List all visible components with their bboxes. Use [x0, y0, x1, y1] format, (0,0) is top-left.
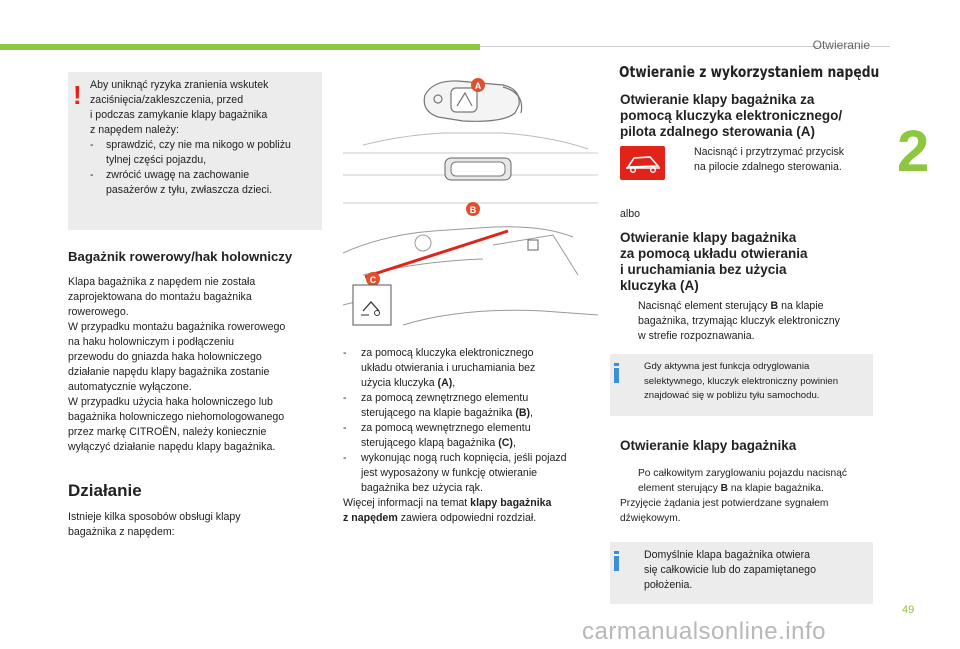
chapter-number: 2: [897, 119, 930, 184]
tailgate-opening-heading: Otwieranie klapy bagażnika: [620, 438, 797, 453]
more-info-text: Więcej informacji na temat klapy bagażnika z napędem zawiera odpowiedni rozdział.: [343, 497, 552, 524]
tailgate-illustration: [343, 75, 598, 337]
section-title: Otwieranie: [812, 38, 870, 52]
remote-opening-heading: Otwieranie klapy bagażnika za pomocą kluczyka elektronicznego/ pilota zdalnego sterowania (A): [620, 92, 843, 139]
page-number: 49: [902, 604, 915, 616]
bullet-icon: [676, 145, 694, 175]
list-item: - wykonując nogą ruch kopnięcia, jeśli pojazd jest wyposażony w funkcję otwieranie bagażnika bez użycia rąk.: [343, 452, 567, 494]
bullet-icon: [620, 466, 638, 496]
info-icon: [614, 363, 619, 366]
warning-item: - sprawdzić, czy nie ma nikogo w pobliżu tylnej części pojazdu,: [90, 139, 291, 166]
list-item: - za pomocą kluczyka elektronicznego układu otwierania i uruchamiania bez użycia kluczyka (A),: [343, 347, 536, 389]
info-box-selective-unlock: Gdy aktywna jest funkcja odryglowania selektywnego, kluczyk elektroniczny powinien znajdować się w pobliżu tyłu samochodu.: [610, 354, 873, 416]
interior-switch-inset: [353, 285, 391, 325]
keyless-opening-heading: Otwieranie klapy bagażnika za pomocą układu otwierania i uruchamiania bez użycia kluczyka (A): [620, 230, 808, 293]
watermark: carmanualsonline.info: [582, 618, 826, 645]
operation-text: Istnieje kilka sposobów obsługi klapy bagażnika z napędem:: [68, 511, 241, 538]
operation-methods-list: [343, 346, 601, 526]
list-item: - za pomocą zewnętrznego elementu sterującego na klapie bagażnika (B),: [343, 392, 533, 419]
bike-rack-text: Klapa bagażnika z napędem nie została zaprojektowana do montażu bagażnika rowerowego. W przypadku montażu bagażnika rowerowego na haku holowniczym i podłączeniu przewodu do gniazda haka holowniczego działanie napędu klapy bagażnika zostanie automatycznie wyłączone. W przypadku użycia haka holowniczego lub bagażnika holowniczego niehomologowanego przez markę CITROËN, należy koniecznie wyłączyć działanie napędu klapy bagażnika.: [68, 276, 286, 453]
warning-item: - zwrócić uwagę na zachowanie pasażerów z tyłu, zwłaszcza dzieci.: [90, 169, 273, 196]
info-box-default-opening: Domyślnie klapa bagażnika otwiera się całkowicie lub do zapamiętanego położenia.: [610, 542, 873, 604]
list-item: - za pomocą wewnętrznego elementu sterującego klapą bagażnika (C),: [343, 422, 531, 449]
bike-rack-heading: Bagażnik rowerowy/hak holowniczy: [68, 249, 293, 264]
bullet-icon: [620, 299, 638, 344]
remote-instruction: Nacisnąć i przytrzymać przycisk na pilocie zdalnego sterowania.: [676, 145, 886, 175]
powered-opening-heading: Otwieranie z wykorzystaniem napędu: [619, 63, 880, 81]
callout-b-label: B: [469, 205, 477, 215]
warning-icon: !: [73, 80, 82, 110]
callout-a-label: A: [474, 81, 482, 91]
callout-c-label: C: [369, 275, 377, 285]
keyless-instruction: Nacisnąć element sterujący B na klapie bagażnika, trzymając kluczyk elektroniczny w strefie rozpoznawania.: [620, 299, 885, 344]
or-text: albo: [620, 208, 641, 220]
warning-text: Aby uniknąć ryzyka zranienia wskutek zaciśnięcia/zakleszczenia, przed i podczas zamykanie klapy bagażnika z napędem należy: - sprawdzić, czy nie ma nikogo w pobliżu tylnej części pojazdu, - zwrócić uwagę na zachowanie pasażerów z tyłu, zwłaszcza dzieci.: [90, 78, 318, 198]
operation-heading: Działanie: [68, 481, 142, 500]
tailgate-opening-text: Po całkowitym zaryglowaniu pojazdu nacisnąć element sterujący B na klapie bagażnika. Przyjęcie żądania jest potwierdzane sygnałem dźwiękowym.: [620, 468, 847, 524]
remote-tailgate-icon: [620, 146, 665, 180]
info-icon: [614, 551, 619, 554]
header-accent-bar: [0, 44, 480, 50]
